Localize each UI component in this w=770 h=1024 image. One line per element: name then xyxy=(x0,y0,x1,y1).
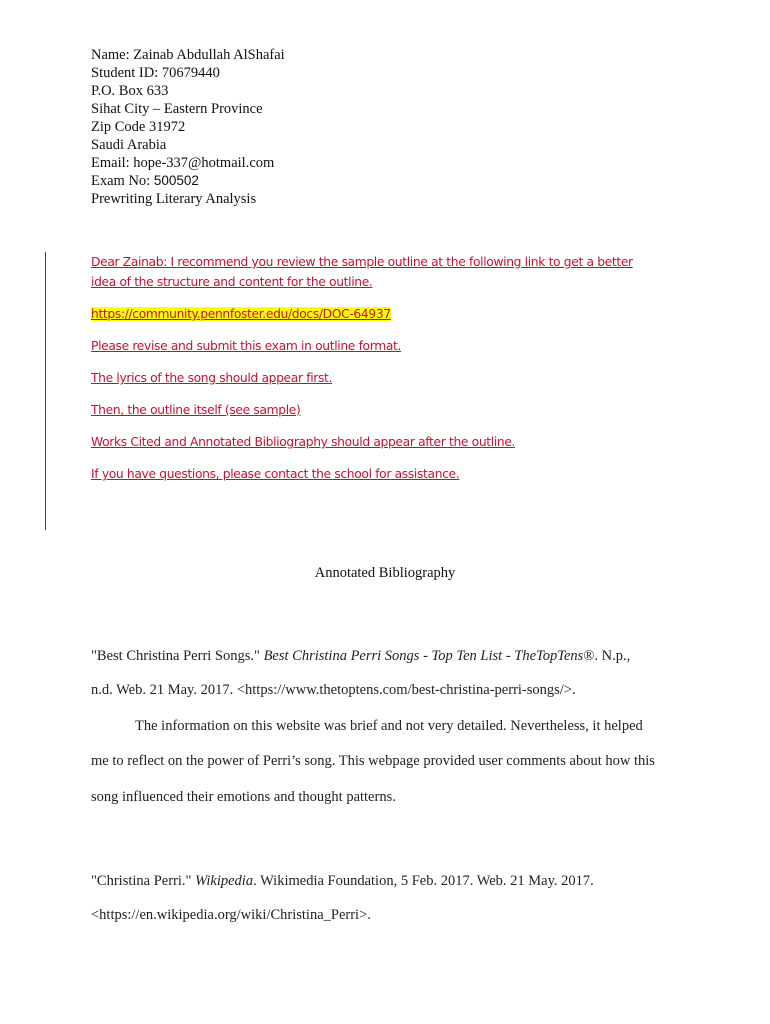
exam-number: 500502 xyxy=(153,173,199,188)
city: Sihat City – Eastern Province xyxy=(91,101,263,117)
entry2-citation-line2: <https://en.wikipedia.org/wiki/Christina_Perri>. xyxy=(91,907,371,923)
entry2-citation-line1 xyxy=(91,873,691,890)
entry2-after-source: . Wikimedia Foundation, 5 Feb. 2017. Web. 21 May. 2017. xyxy=(253,873,594,889)
bibliography-heading: Annotated Bibliography xyxy=(314,565,456,581)
entry1-annotation-line1: The information on this website was brief and not very detailed. Nevertheless, it helped xyxy=(135,718,643,734)
assignment-title: Prewriting Literary Analysis xyxy=(91,191,257,207)
email: Email: hope-337@hotmail.com xyxy=(91,155,275,171)
zip-code: Zip Code 31972 xyxy=(91,119,186,135)
comment-line-2: idea of the structure and content for the outline. xyxy=(91,275,373,289)
student-name: Name: Zainab Abdullah AlShafai xyxy=(91,47,285,63)
sample-outline-link[interactable] xyxy=(91,307,391,321)
entry2-title: "Christina Perri." xyxy=(91,873,196,889)
entry2-source: Wikipedia xyxy=(195,873,254,889)
entry1-annotation-line2: me to reflect on the power of Perri’s song. This webpage provided user comments about how this xyxy=(91,753,655,769)
comment-line-7: Works Cited and Annotated Bibliography should appear after the outline. xyxy=(91,435,516,449)
comment-line-8: If you have questions, please contact the school for assistance. xyxy=(91,467,460,481)
comment-line-5: The lyrics of the song should appear first. xyxy=(91,371,333,385)
entry1-after-source: ®. N.p., xyxy=(583,648,631,664)
entry1-annotation-line3: song influenced their emotions and thought patterns. xyxy=(91,789,396,805)
comment-line-4: Please revise and submit this exam in outline format. xyxy=(91,339,402,353)
entry1-title: "Best Christina Perri Songs." xyxy=(91,648,264,664)
comment-line-6: Then, the outline itself (see sample) xyxy=(91,403,301,417)
sample-outline-link-text[interactable]: https://community.pennfoster.edu/docs/DOC-64937 xyxy=(91,307,391,321)
exam-number-line xyxy=(91,172,285,190)
student-id: Student ID: 70679440 xyxy=(91,65,220,81)
comment-line-1: Dear Zainab: I recommend you review the sample outline at the following link to get a better xyxy=(91,255,633,269)
revision-bar xyxy=(45,252,46,530)
po-box: P.O. Box 633 xyxy=(91,83,169,99)
entry1-citation-line2: n.d. Web. 21 May. 2017. <https://www.thetoptens.com/best-christina-perri-songs/>. xyxy=(91,682,576,698)
entry1-citation-line1 xyxy=(91,648,691,665)
entry1-source: Best Christina Perri Songs - Top Ten List - TheTopTens xyxy=(263,648,584,664)
student-info-block xyxy=(91,46,285,208)
country: Saudi Arabia xyxy=(91,137,167,153)
exam-label: Exam No: xyxy=(91,173,154,189)
